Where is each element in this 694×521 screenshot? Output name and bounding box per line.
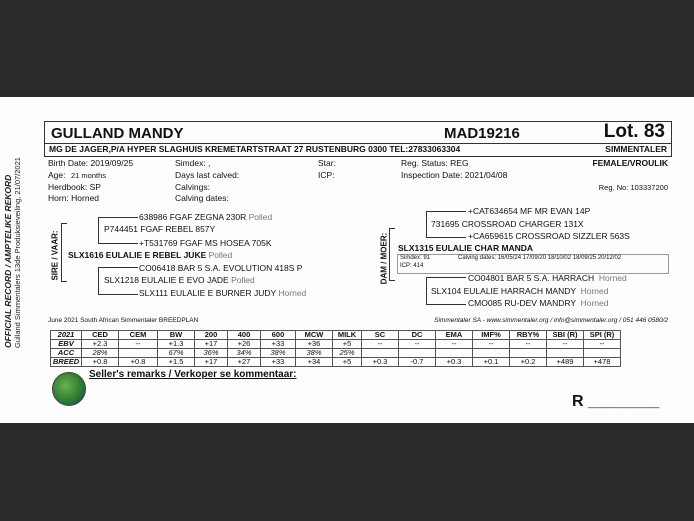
- dam-calving-dates: Calving dates: 16/05/24 17/09/20 18/10/02 18/09/25 20/12/02: [458, 255, 622, 261]
- ebv-cell: SPI (R): [584, 331, 621, 340]
- ebv-row-label: 2021: [51, 331, 82, 340]
- ebv-cell: MCW: [296, 331, 333, 340]
- owner-address: MG DE JAGER,P/A HYPER SLAGHUIS KREMETARTSTRAAT 27 RUSTENBURG 0300 TEL:27833063304: [49, 144, 461, 154]
- dam-sire: 731695 CROSSROAD CHARGER 131X: [431, 219, 584, 229]
- sire-name: SLX1616 EULALIE E REBEL JUKE Polled: [68, 250, 233, 260]
- dam-bracket: [389, 228, 390, 280]
- ebv-cell: --: [436, 340, 473, 349]
- sire-sire-dam: +T531769 FGAF MS HOSEA 705K: [139, 238, 272, 248]
- ebv-cell: 400: [228, 331, 261, 340]
- ebv-cell: SBI (R): [547, 331, 584, 340]
- ebv-cell: 38%: [296, 349, 333, 358]
- ebv-table: [50, 330, 621, 367]
- society-contact: Simmentaler SA - www.simmentaler.org / info@simmentaler.org / 051 446 0580/2: [434, 317, 668, 324]
- sire-sire-sire: 638986 FGAF ZEGNA 230R Polled: [139, 212, 273, 222]
- ebv-cell: RBY%: [510, 331, 547, 340]
- ebv-cell: --: [547, 340, 584, 349]
- ebv-cell: EMA: [436, 331, 473, 340]
- ebv-cell: +0.3: [436, 358, 473, 367]
- dam-dam: SLX104 EULALIE HARRACH MANDY Horned: [431, 286, 609, 296]
- ebv-cell: --: [119, 340, 158, 349]
- ebv-cell: +33: [261, 358, 296, 367]
- side-title: OFFICIAL RECORD / AMPTELIKE REKORD: [3, 174, 13, 348]
- ebv-cell: +17: [195, 358, 228, 367]
- simdex: Simdex: ,: [175, 158, 211, 168]
- ebv-cell: IMF%: [473, 331, 510, 340]
- price-field: R ________: [572, 393, 660, 410]
- ebv-cell: +489: [547, 358, 584, 367]
- calvings: Calvings:: [175, 182, 210, 192]
- reg-no: Reg. No: 103337200: [598, 183, 668, 192]
- calving-dates: Calving dates:: [175, 193, 229, 203]
- ebv-row: [51, 340, 621, 349]
- ebv-cell: 600: [261, 331, 296, 340]
- ebv-cell: --: [362, 340, 399, 349]
- ebv-cell: +5: [333, 358, 362, 367]
- ebv-cell: --: [510, 340, 547, 349]
- card-header: [44, 121, 672, 144]
- horn: Horn: Horned: [48, 193, 100, 203]
- ebv-cell: CED: [82, 331, 119, 340]
- ebv-cell: +36: [296, 340, 333, 349]
- ebv-cell: +0.1: [473, 358, 510, 367]
- ebv-cell: +0.8: [82, 358, 119, 367]
- sire-bracket: [61, 223, 62, 281]
- dam-sire-sire: +CAT634654 MF MR EVAN 14P: [468, 206, 591, 216]
- breedplan-note: June 2021 South African Simmentaler BREEDPLAN: [48, 317, 199, 324]
- ebv-cell: 36%: [195, 349, 228, 358]
- ebv-cell: +478: [584, 358, 621, 367]
- ebv-cell: --: [399, 340, 436, 349]
- ebv-cell: +27: [228, 358, 261, 367]
- herdbook: Herdbook: SP: [48, 182, 101, 192]
- reg-status: Reg. Status: REG: [401, 158, 469, 168]
- dam-sire-dam: +CA659615 CROSSROAD SIZZLER 563S: [468, 231, 630, 241]
- ebv-row-label: BREED: [51, 358, 82, 367]
- animal-id: MAD19216: [444, 125, 520, 142]
- sire-label: SIRE / VAAR:: [50, 230, 60, 281]
- ebv-cell: +26: [228, 340, 261, 349]
- ebv-cell: --: [584, 340, 621, 349]
- ebv-cell: +5: [333, 340, 362, 349]
- ebv-cell: +17: [195, 340, 228, 349]
- ebv-cell: DC: [399, 331, 436, 340]
- age-label: Age:: [48, 170, 66, 180]
- ebv-cell: BW: [158, 331, 195, 340]
- ebv-cell: 25%: [333, 349, 362, 358]
- ebv-cell: MILK: [333, 331, 362, 340]
- dam-name: SLX1315 EULALIE CHAR MANDA: [398, 243, 534, 253]
- seller-remarks: Seller's remarks / Verkoper se kommentaar:: [89, 369, 297, 380]
- ebv-cell: +0.3: [362, 358, 399, 367]
- ebv-cell: CEM: [119, 331, 158, 340]
- dam-icp: ICP: 414: [400, 263, 424, 269]
- side-caption: [3, 108, 23, 348]
- ebv-cell: +34: [296, 358, 333, 367]
- ebv-cell: 34%: [228, 349, 261, 358]
- record-card: [44, 121, 672, 418]
- side-subtitle: Gulland Simmentalers 13de Produksieveiling, 21/07/2021: [13, 157, 22, 348]
- ebv-cell: +1.5: [158, 358, 195, 367]
- inspection-date: Inspection Date: 2021/04/08: [401, 170, 508, 180]
- ebv-row-label: ACC: [51, 349, 82, 358]
- age-value: 21 months: [71, 171, 107, 180]
- sire-dam: SLX1218 EULALIE E EVO JADE Polled: [104, 275, 255, 285]
- sire-sire: P744451 FGAF REBEL 857Y: [104, 224, 216, 234]
- ebv-cell: 38%: [261, 349, 296, 358]
- ebv-cell: +0.8: [119, 358, 158, 367]
- ebv-cell: -0.7: [399, 358, 436, 367]
- ebv-cell: +1.3: [158, 340, 195, 349]
- owner-row: [44, 143, 672, 157]
- icp: ICP:: [318, 170, 335, 180]
- star: Star:: [318, 158, 336, 168]
- ebv-cell: SC: [362, 331, 399, 340]
- ebv-row: [51, 358, 621, 367]
- days-calved: Days last calved:: [175, 170, 240, 180]
- dam-simdex: Simdex: 91: [400, 255, 431, 261]
- ebv-cell: +2.3: [82, 340, 119, 349]
- dam-label: DAM / MOER:: [379, 232, 389, 285]
- ebv-row-label: EBV: [51, 340, 82, 349]
- lot-number: Lot. 83: [603, 121, 665, 142]
- ebv-cell: 67%: [158, 349, 195, 358]
- birth-date: Birth Date: 2019/09/25: [48, 158, 134, 168]
- ebv-cell: +0.2: [510, 358, 547, 367]
- ebv-cell: 200: [195, 331, 228, 340]
- ebv-cell: 28%: [82, 349, 119, 358]
- sex: FEMALE/VROULIK: [592, 158, 668, 168]
- ebv-cell: --: [473, 340, 510, 349]
- dam-dam-sire: CO04801 BAR 5 S.A. HARRACH Horned: [468, 273, 627, 283]
- sire-dam-dam: SLX111 EULALIE E BURNER JUDY Horned: [139, 288, 307, 298]
- animal-name: GULLAND MANDY: [51, 125, 184, 142]
- sire-dam-sire: CO06418 BAR 5 S.A. EVOLUTION 418S P: [139, 263, 303, 273]
- ebv-cell: +33: [261, 340, 296, 349]
- dam-dam-dam: CMO085 RU-DEV MANDRY Horned: [468, 298, 609, 308]
- society-logo-icon: [52, 372, 86, 406]
- breed-name: SIMMENTALER: [605, 144, 667, 154]
